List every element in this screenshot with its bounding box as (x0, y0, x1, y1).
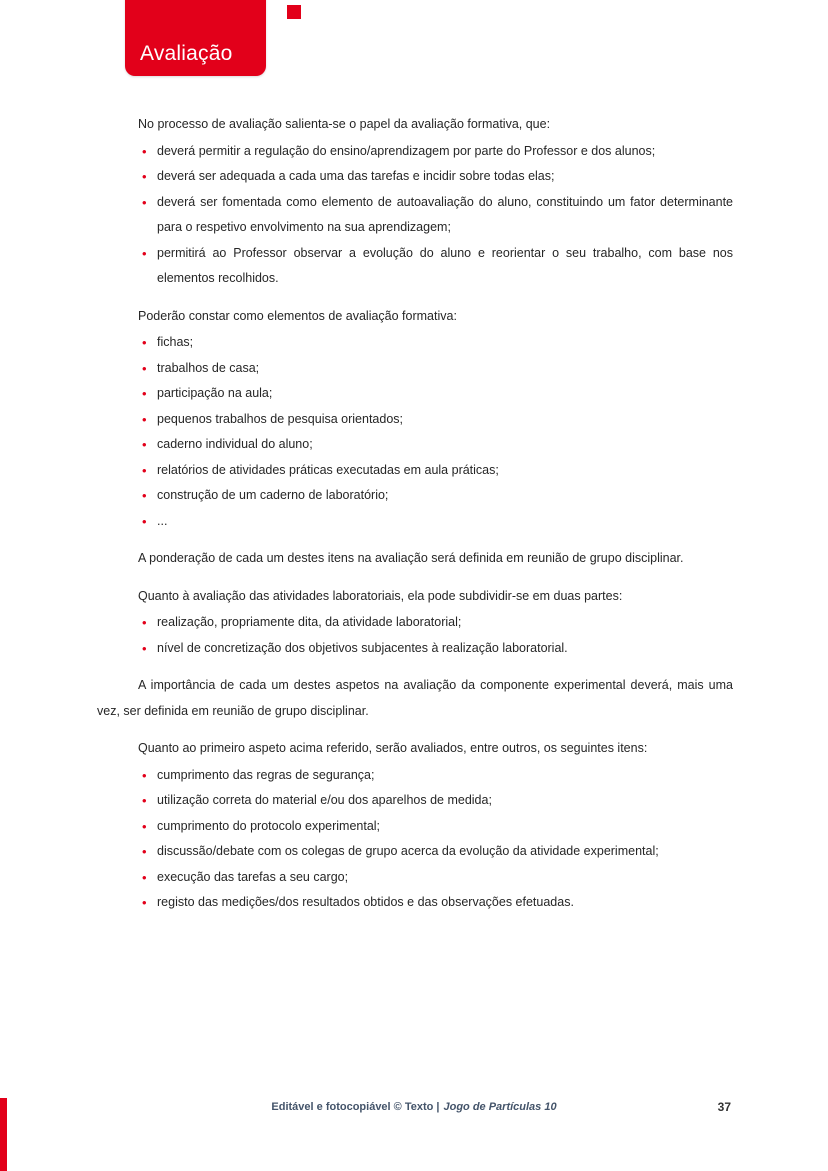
bullet-item: • realização, propriamente dita, da atividade laboratorial; (97, 610, 733, 636)
paragraph-elements: Poderão constar como elementos de avaliação formativa: (138, 308, 457, 323)
bullet-item: • participação na aula; (97, 381, 733, 407)
bullet-item: • pequenos trabalhos de pesquisa orientados; (97, 407, 733, 433)
section-tab (125, 0, 266, 76)
bullet-item: • caderno individual do aluno; (97, 432, 733, 458)
bullet-item: • nível de concretização dos objetivos subjacentes à realização laboratorial. (97, 636, 733, 662)
footer-book-title: Jogo de Partículas 10 (443, 1101, 557, 1113)
bullet-item: • registo das medições/dos resultados obtidos e das observações efetuadas. (97, 890, 733, 916)
paragraph-weighting: A ponderação de cada um destes itens na avaliação será definida em reunião de grupo disciplinar. (138, 551, 684, 565)
bullet-list-lab-parts (97, 610, 733, 661)
paragraph-importance: A importância de cada um destes aspetos na avaliação da componente experimental deverá, mais uma vez, ser definida em reunião de grupo disciplinar. (97, 678, 733, 718)
page-number: 37 (717, 1100, 731, 1114)
bullet-item: • deverá permitir a regulação do ensino/aprendizagem por parte do Professor e dos alunos; (97, 139, 733, 165)
red-accent-square (287, 5, 301, 19)
bullet-item: • discussão/debate com os colegas de grupo acerca da evolução da atividade experimental; (97, 839, 733, 865)
page-content (97, 112, 733, 916)
bullet-list-formative (97, 139, 733, 292)
bullet-item: • deverá ser adequada a cada uma das tarefas e incidir sobre todas elas; (97, 164, 733, 190)
footer-text: Editável e fotocopiável © Texto | (271, 1101, 440, 1113)
page-footer (0, 1101, 828, 1113)
bullet-item: • deverá ser fomentada como elemento de autoavaliação do aluno, constituindo um fator determinante para o respetivo envolvimento na sua aprendizagem; (97, 190, 733, 241)
section-title: Avaliação (140, 42, 233, 65)
paragraph-lab-eval: Quanto à avaliação das atividades laboratoriais, ela pode subdividir-se em duas partes: (138, 588, 623, 603)
bullet-item: • ... (97, 509, 733, 535)
bullet-list-elements (97, 330, 733, 534)
bullet-item: • utilização correta do material e/ou dos aparelhos de medida; (97, 788, 733, 814)
bullet-item: • cumprimento do protocolo experimental; (97, 814, 733, 840)
paragraph-intro: No processo de avaliação salienta-se o papel da avaliação formativa, que: (138, 117, 551, 131)
paragraph-first-aspect: Quanto ao primeiro aspeto acima referido, serão avaliados, entre outros, os seguintes itens: (138, 741, 648, 755)
bullet-list-evaluated-items (97, 763, 733, 916)
bullet-item: • permitirá ao Professor observar a evolução do aluno e reorientar o seu trabalho, com base nos elementos recolhidos. (97, 241, 733, 292)
bullet-item: • fichas; (97, 330, 733, 356)
bullet-item: • cumprimento das regras de segurança; (97, 763, 733, 789)
bullet-item: • execução das tarefas a seu cargo; (97, 865, 733, 891)
bullet-item: • trabalhos de casa; (97, 356, 733, 382)
bullet-item: • relatórios de atividades práticas executadas em aula práticas; (97, 458, 733, 484)
bullet-item: • construção de um caderno de laboratório; (97, 483, 733, 509)
red-left-strip (0, 1098, 7, 1171)
